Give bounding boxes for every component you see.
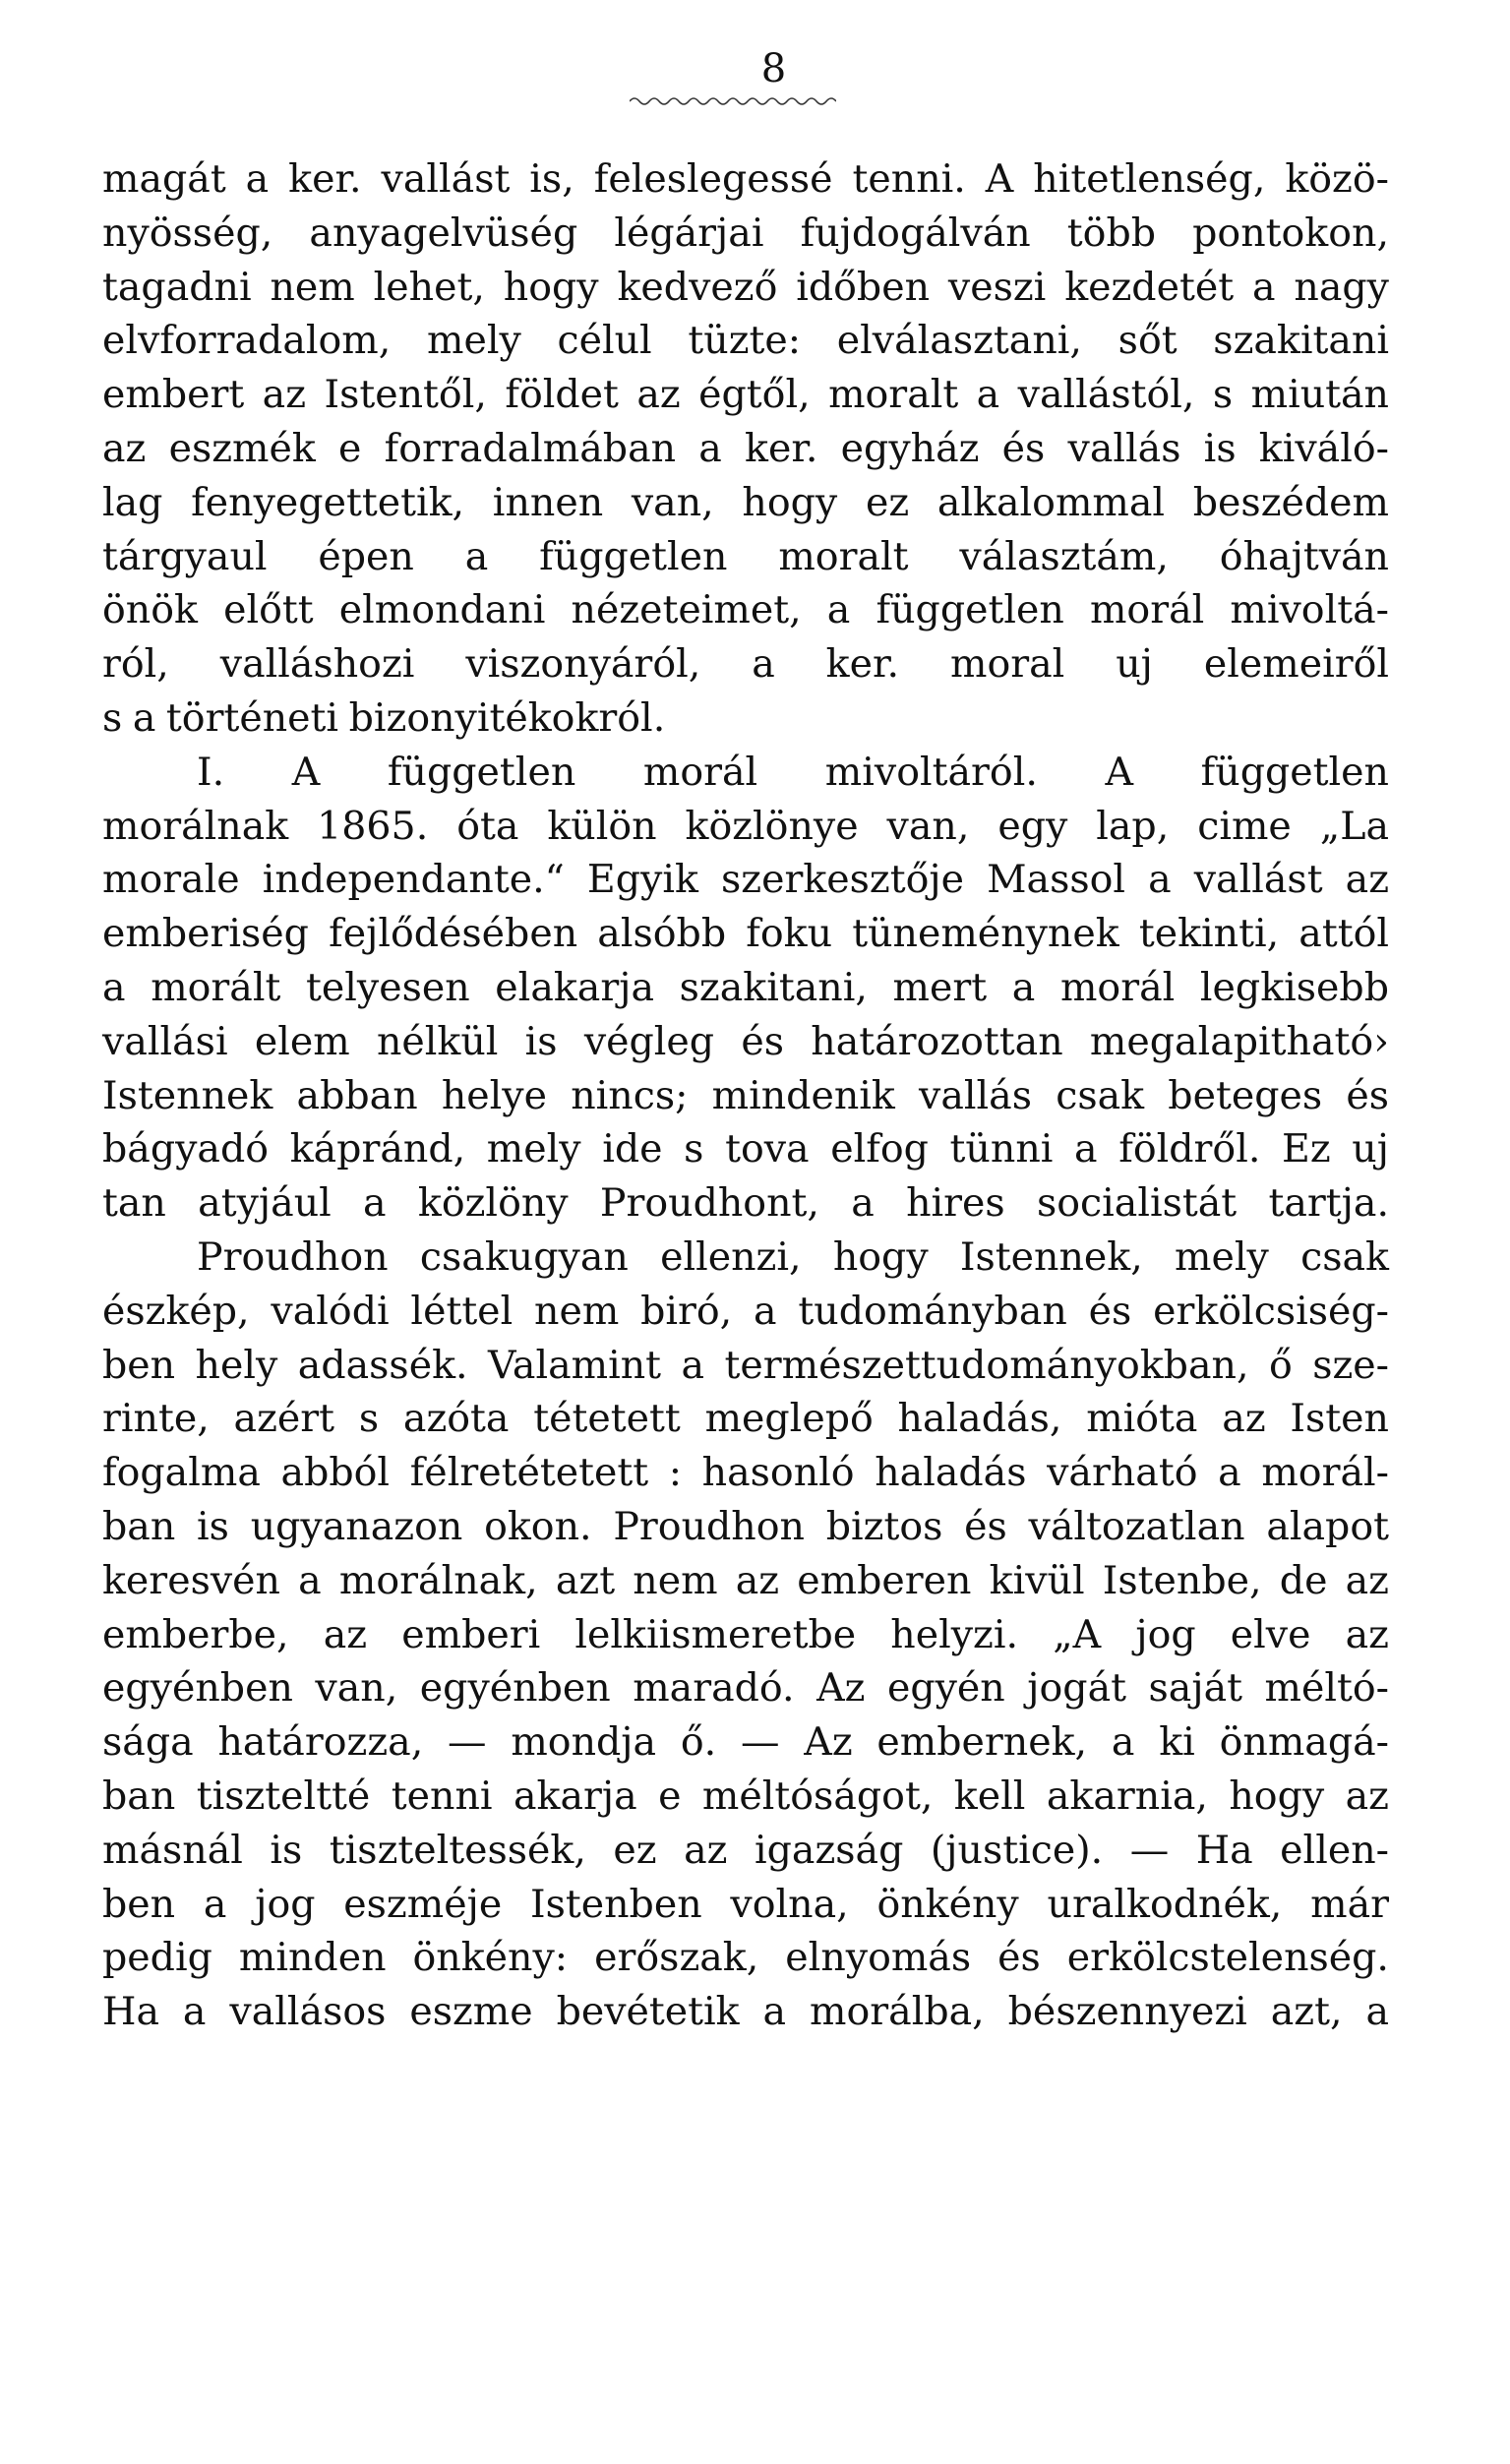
text-line: elvforradalom, mely célul tüzte: elválasztani, sőt szakitani bbox=[102, 318, 1389, 364]
text-line: morale independante.“ Egyik szerkesztője Massol a vallást az bbox=[102, 857, 1389, 903]
text-line: Proudhon csakugyan ellenzi, hogy Istennek, mely csak bbox=[197, 1233, 1389, 1280]
text-line: tan atyjául a közlöny Proudhont, a hires socialistát tartja. bbox=[102, 1180, 1389, 1227]
text-line: tagadni nem lehet, hogy kedvező időben veszi kezdetét a nagy bbox=[102, 264, 1389, 310]
text-line: a morált telyesen elakarja szakitani, mert a morál legkisebb bbox=[102, 964, 1389, 1010]
text-line: ban tiszteltté tenni akarja e méltóságot, kell akarnia, hogy az bbox=[102, 1773, 1389, 1819]
text-line: morálnak 1865. óta külön közlönye van, egy lap, cime „La bbox=[102, 803, 1389, 849]
text-line: lag fenyegettetik, innen van, hogy ez alkalommal beszédem bbox=[102, 479, 1389, 525]
text-line: az eszmék e forradalmában a ker. egyház és vallás is kiváló- bbox=[102, 425, 1389, 471]
text-line: s a történeti bizonyitékokról. bbox=[102, 694, 666, 741]
page-number-ornament bbox=[630, 94, 836, 108]
text-line: keresvén a morálnak, azt nem az emberen kivül Istenbe, de az bbox=[102, 1557, 1389, 1603]
text-line: másnál is tiszteltessék, ez az igazság (justice). — Ha ellen- bbox=[102, 1827, 1389, 1873]
text-line: önök előtt elmondani nézeteimet, a független morál mivoltá- bbox=[102, 587, 1389, 633]
text-line: emberbe, az emberi lelkiismeretbe helyzi. „A jog elve az bbox=[102, 1611, 1389, 1657]
text-line: emberiség fejlődésében alsóbb foku tüneménynek tekinti, attól bbox=[102, 911, 1389, 957]
page-header bbox=[0, 47, 1510, 108]
text-line: Ha a vallásos eszme bevétetik a morálba, bészennyezi azt, a bbox=[102, 1989, 1389, 2035]
text-line: fogalma abból félretétetett : hasonló haladás várható a morál- bbox=[102, 1450, 1389, 1496]
text-line: ban is ugyanazon okon. Proudhon biztos és változatlan alapot bbox=[102, 1503, 1389, 1549]
text-line: ben a jog eszméje Istenben volna, önkény uralkodnék, már bbox=[102, 1881, 1389, 1927]
text-line: embert az Istentől, földet az égtől, moralt a vallástól, s miután bbox=[102, 372, 1389, 418]
text-line: nyösség, anyagelvüség légárjai fujdogálván több pontokon, bbox=[102, 210, 1389, 256]
text-line: rinte, azért s azóta tétetett meglepő haladás, mióta az Isten bbox=[102, 1396, 1389, 1442]
text-line: pedig minden önkény: erőszak, elnyomás és erkölcstelenség. bbox=[102, 1935, 1389, 1981]
text-line: Istennek abban helye nincs; mindenik vallás csak beteges és bbox=[102, 1072, 1389, 1118]
text-line: tárgyaul épen a független moralt választám, óhajtván bbox=[102, 533, 1389, 579]
text-line: sága határozza, — mondja ő. — Az embernek, a ki önmagá- bbox=[102, 1719, 1389, 1766]
text-line: ról, valláshozi viszonyáról, a ker. moral uj elemeiről bbox=[102, 641, 1389, 688]
section-heading-line: I. A független morál mivoltáról. A független bbox=[197, 749, 1389, 795]
text-line: magát a ker. vallást is, feleslegessé tenni. A hitetlenség, közö- bbox=[102, 156, 1389, 202]
text-line: észkép, valódi léttel nem biró, a tudományban és erkölcsiség- bbox=[102, 1288, 1389, 1334]
page-number: 8 bbox=[760, 46, 787, 91]
text-line: ben hely adassék. Valamint a természettudományokban, ő sze- bbox=[102, 1342, 1389, 1388]
text-line: egyénben van, egyénben maradó. Az egyén jogát saját méltó- bbox=[102, 1665, 1389, 1712]
body-text bbox=[102, 152, 1389, 2039]
text-line: bágyadó kápránd, mely ide s tova elfog tünni a földről. Ez uj bbox=[102, 1126, 1389, 1172]
text-line: vallási elem nélkül is végleg és határozottan megalapitható› bbox=[102, 1018, 1389, 1064]
